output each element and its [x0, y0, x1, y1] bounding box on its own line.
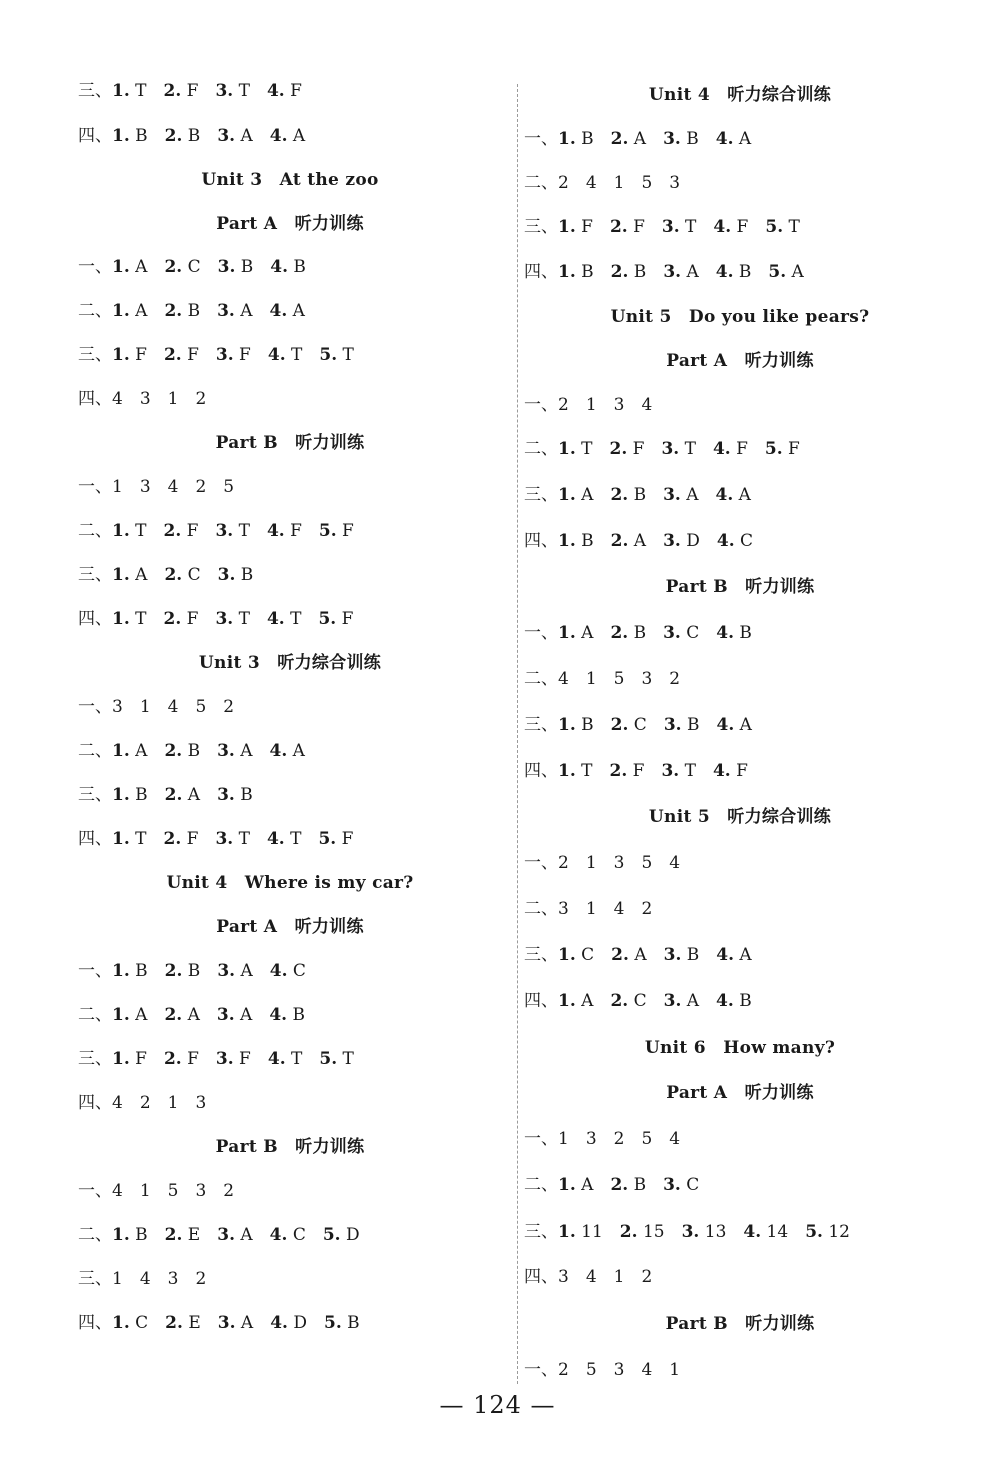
column-divider — [517, 84, 518, 1384]
answer-line: 二、4 1 5 3 2 — [524, 669, 681, 689]
section-heading: Part A 听力训练 — [666, 351, 814, 371]
answer-line: 一、1. A 2. C 3. B 4. B — [78, 257, 306, 277]
answer-line: 三、1. T 2. F 3. T 4. F — [78, 81, 302, 101]
answer-line: 四、1. T 2. F 3. T 4. T 5. F — [78, 829, 354, 849]
section-heading: Part A 听力训练 — [666, 1083, 814, 1103]
page-number: — 124 — — [439, 1391, 556, 1419]
answer-line: 三、1. A 2. C 3. B — [78, 565, 254, 585]
answer-line: 四、1. B 2. A 3. D 4. C — [524, 531, 754, 551]
answer-line: 四、3 4 1 2 — [524, 1267, 653, 1287]
answer-line: 一、3 1 4 5 2 — [78, 697, 235, 717]
answer-line: 三、1. F 2. F 3. F 4. T 5. T — [78, 1049, 354, 1069]
section-heading: Part A 听力训练 — [216, 214, 364, 234]
section-heading: Part B 听力训练 — [215, 1137, 365, 1157]
answer-line: 三、1 4 3 2 — [78, 1269, 207, 1289]
answer-line: 三、1. B 2. A 3. B — [78, 785, 253, 805]
answer-line: 二、1. T 2. F 3. T 4. F 5. F — [524, 439, 800, 459]
answer-line: 一、1 3 2 5 4 — [524, 1129, 681, 1149]
section-heading: Unit 3 听力综合训练 — [198, 653, 382, 673]
answer-line: 一、2 1 3 5 4 — [524, 853, 681, 873]
answer-line: 四、4 3 1 2 — [78, 389, 207, 409]
answer-line: 一、1 3 4 2 5 — [78, 477, 235, 497]
answer-line: 四、1. C 2. E 3. A 4. D 5. B — [78, 1313, 360, 1333]
section-heading: Unit 4 听力综合训练 — [648, 85, 832, 105]
answer-line: 四、1. B 2. B 3. A 4. A — [78, 126, 306, 146]
answer-line: 三、1. A 2. B 3. A 4. A — [524, 485, 751, 505]
answer-line: 四、1. A 2. C 3. A 4. B — [524, 991, 752, 1011]
answer-line: 二、1. B 2. E 3. A 4. C 5. D — [78, 1225, 360, 1245]
answer-line: 三、1. 11 2. 15 3. 13 4. 14 5. 12 — [524, 1222, 850, 1242]
answer-line: 一、4 1 5 3 2 — [78, 1181, 235, 1201]
section-heading: Part B 听力训练 — [665, 1314, 815, 1334]
answer-line: 二、1. T 2. F 3. T 4. F 5. F — [78, 521, 354, 541]
answer-line: 一、1. A 2. B 3. C 4. B — [524, 623, 752, 643]
section-heading: Unit 5 Do you like pears? — [610, 307, 870, 327]
section-heading: Unit 3 At the zoo — [201, 170, 379, 190]
answer-line: 二、1. A 2. B 3. A 4. A — [78, 741, 305, 761]
section-heading: Unit 5 听力综合训练 — [648, 807, 832, 827]
answer-line: 三、1. B 2. C 3. B 4. A — [524, 715, 752, 735]
section-heading: Part B 听力训练 — [665, 577, 815, 597]
answer-line: 一、2 1 3 4 — [524, 395, 653, 415]
answer-line: 一、1. B 2. B 3. A 4. C — [78, 961, 306, 981]
section-heading: Unit 6 How many? — [644, 1038, 836, 1058]
answer-line: 二、3 1 4 2 — [524, 899, 653, 919]
answer-line: 三、1. F 2. F 3. T 4. F 5. T — [524, 217, 800, 237]
answer-line: 四、1. T 2. F 3. T 4. T 5. F — [78, 609, 354, 629]
answer-line: 二、1. A 2. B 3. C — [524, 1175, 700, 1195]
answer-line: 三、1. F 2. F 3. F 4. T 5. T — [78, 345, 354, 365]
answer-line: 四、1. T 2. F 3. T 4. F — [524, 761, 748, 781]
answer-line: 四、1. B 2. B 3. A 4. B 5. A — [524, 262, 804, 282]
answer-line: 四、4 2 1 3 — [78, 1093, 207, 1113]
section-heading: Part B 听力训练 — [215, 433, 365, 453]
section-heading: Unit 4 Where is my car? — [166, 873, 414, 893]
answer-line: 三、1. C 2. A 3. B 4. A — [524, 945, 752, 965]
answer-line: 二、1. A 2. A 3. A 4. B — [78, 1005, 305, 1025]
answer-line: 一、2 5 3 4 1 — [524, 1360, 681, 1380]
answer-line: 二、2 4 1 5 3 — [524, 173, 681, 193]
answer-line: 一、1. B 2. A 3. B 4. A — [524, 129, 752, 149]
section-heading: Part A 听力训练 — [216, 917, 364, 937]
answer-line: 二、1. A 2. B 3. A 4. A — [78, 301, 305, 321]
